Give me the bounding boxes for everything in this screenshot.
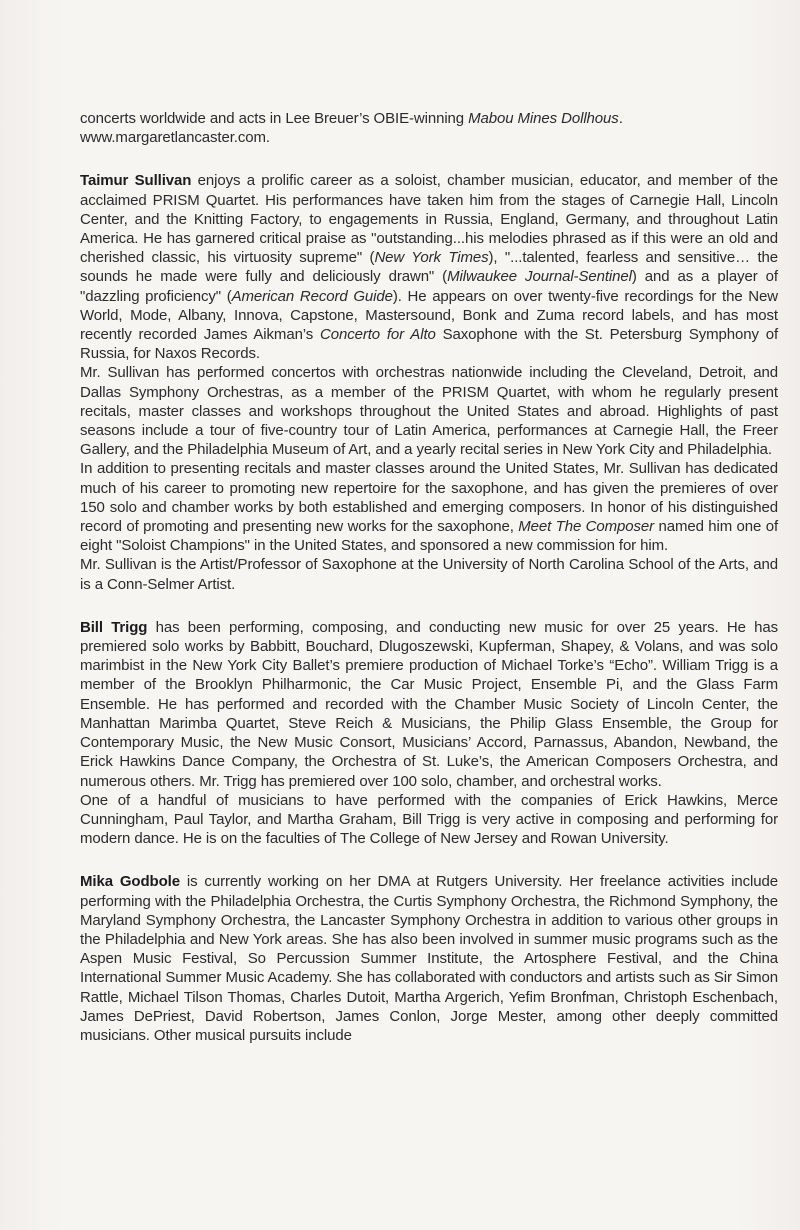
bio-text: enjoys a prolific career as a soloist, chamber musician, educator, and member of the acclaimed PRISM Quartet. His performances have taken him from the stages of Carnegie Hall, Lincoln Center, and the Knitting Factory, to engagements in Russia, England, Germany, and throughout Latin America. He has garnered critical praise as "outstanding...his melodies phrased as if this were an old and cherished classic, his virtuosity supreme" (	[80, 172, 778, 267]
bio-text: ), "...talented, fearless and sensitive… the sounds he made were fully and deliciously drawn" (	[80, 249, 779, 286]
bio-paragraph	[80, 459, 778, 555]
bio-text: named him one of eight "Soloist Champions" in the United States, and sponsored a new commission for him.	[80, 518, 779, 555]
bio-mika-godbole	[80, 872, 778, 1045]
bio-italic: Milwaukee Journal-Sentinel	[447, 268, 632, 286]
bio-italic: New York Times	[374, 249, 489, 267]
intro-block	[80, 109, 778, 147]
website-url: www.margaretlancaster.com.	[80, 129, 270, 147]
bio-name: Taimur Sullivan	[80, 172, 192, 190]
bio-name: Bill Trigg	[80, 618, 148, 636]
bio-italic: Concerto for Alto	[319, 326, 436, 344]
bio-taimur-sullivan	[80, 171, 778, 593]
bio-italic: Meet The Composer	[518, 518, 655, 536]
intro-paragraph	[80, 109, 778, 147]
bio-paragraph: Mr. Sullivan has performed concertos with orchestras nationwide including the Cleveland, Detroit, and Dallas Symphony Orchestras, as a member of the PRISM Quartet, with whom he regularly present recitals, master classes and workshops throughout the United States and abroad. Highlights of past seasons include a tour of five-country tour of Latin America, performances at Carnegie Hall, the Freer Gallery, and the Philadelphia Museum of Art, and a yearly recital series in New York City and Philadelphia.	[80, 364, 778, 459]
bio-paragraph	[80, 872, 778, 1045]
bio-text: ). He appears on over twenty-five recordings for the New World, Mode, Albany, Innova, Capstone, Mastersound, Bonk and Zuma record labels, and has most recently recorded James Aikman’s	[80, 287, 778, 344]
intro-italic-title: Mabou Mines Dollhous	[468, 110, 619, 127]
bio-italic: American Record Guide	[231, 287, 393, 305]
intro-text-end: .	[618, 110, 623, 127]
bio-text: ) and as a player of "dazzling proficiency" (	[80, 268, 778, 305]
bio-paragraph	[80, 618, 778, 791]
intro-text: concerts worldwide and acts in Lee Breuer’s OBIE-winning	[80, 110, 469, 127]
bio-text: is currently working on her DMA at Rutgers University. Her freelance activities include performing with the Philadelphia Orchestra, the Curtis Symphony Orchestra, the Richmond Symphony, the Maryland Symphony Orchestra, the Lancaster Symphony Orchestra in addition to various other groups in the Philadelphia and New York areas. She has also been involved in summer music programs such as the Aspen Music Festival, So Percussion Summer Institute, the Artosphere Festival, and the China International Summer Music Academy. She has collaborated with conductors and artists such as Sir Simon Rattle, Michael Tilson Thomas, Charles Dutoit, Martha Argerich, Yefim Bronfman, Christoph Eschenbach, James DePriest, David Robertson, James Conlon, Jorge Mester, among other deeply committed musicians. Other musical pursuits include	[80, 873, 778, 1044]
bio-paragraph: Mr. Sullivan is the Artist/Professor of Saxophone at the University of North Carolina School of the Arts, and is a Conn-Selmer Artist.	[80, 556, 778, 593]
bio-bill-trigg	[80, 618, 778, 848]
bio-text: In addition to presenting recitals and master classes around the United States, Mr. Sullivan has dedicated much of his career to promoting new repertoire for the saxophone, and has given the premieres of over 150 solo and chamber works by both established and emerging composers. In honor of his distinguished record of promoting and presenting new works for the saxophone,	[80, 460, 778, 536]
bio-text: has been performing, composing, and conducting new music for over 25 years. He has premiered solo works by Babbitt, Bouchard, Dlugoszewski, Kupferman, Shapey, & Volans, and was solo marimbist in the New York City Ballet’s premiere production of Michael Torke’s “Echo”. William Trigg is a member of the Brooklyn Philharmonic, the Car Music Project, Ensemble Pi, and the Glass Farm Ensemble. He has performed and recorded with the Chamber Music Society of Lincoln Center, the Manhattan Marimba Quartet, Steve Reich & Musicians, the Philip Glass Ensemble, the Group for Contemporary Music, the New Music Consort, Musicians’ Accord, Parnassus, Abandon, Newband, the Erick Hawkins Dance Company, the Orchestra of St. Luke’s, the American Composers Orchestra, and numerous others. Mr. Trigg has premiered over 100 solo, chamber, and orchestral works.	[80, 618, 778, 790]
bio-paragraph	[80, 171, 778, 363]
bio-paragraph: One of a handful of musicians to have performed with the companies of Erick Hawkins, Merce Cunningham, Paul Taylor, and Martha Graham, Bill Trigg is very active in composing and performing for modern dance. He is on the faculties of The College of New Jersey and Rowan University.	[80, 791, 778, 848]
bio-text: Saxophone with the St. Petersburg Symphony of Russia, for Naxos Records.	[80, 326, 779, 363]
bio-name: Mika Godbole	[80, 873, 180, 891]
